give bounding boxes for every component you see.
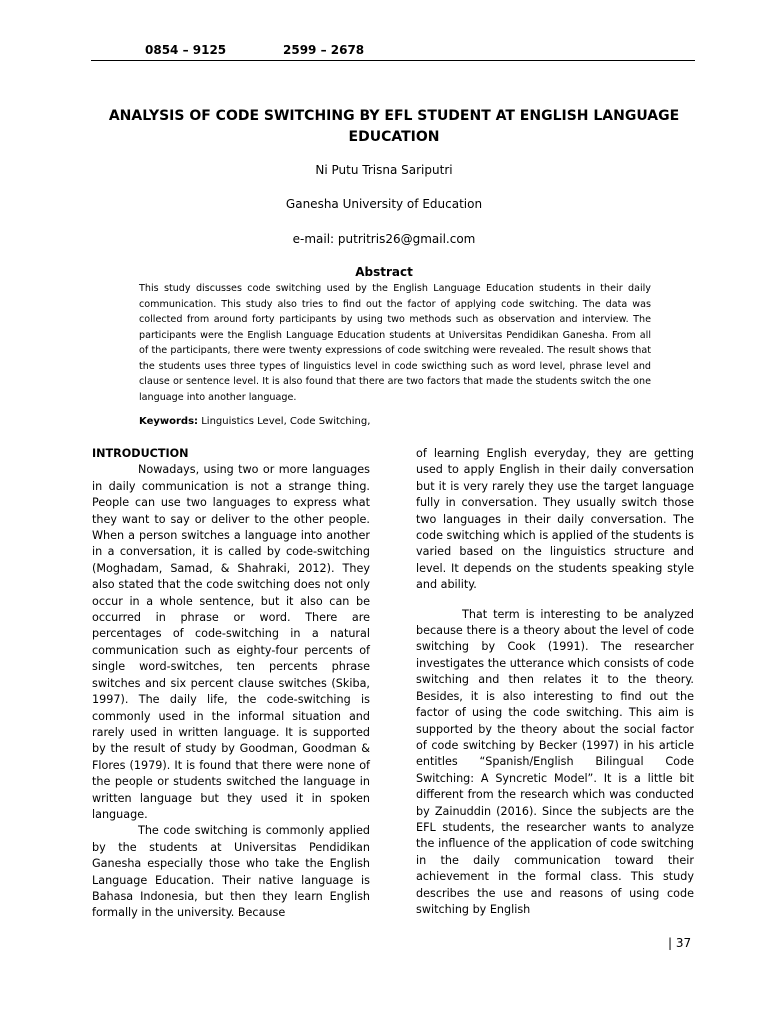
abstract-body: This study discusses code switching used by the English Language Education students in their daily communication. This study also tries to find out the factor of applying code switching. The data was collected from around forty participants by using two methods such as observation and interview. The participants were the English Language Education students at Universitas Pendidikan Ganesha. From all of the participants, there were twenty expressions of code switching were revealed. The result shows that the students uses three types of linguistics level in code swicthing such as word level, phrase level and clause or sentence level. It is also found that there are two factors that made the students switch the one language into another language. [139, 283, 651, 403]
intro-paragraph-1: Nowadays, using two or more languages in daily communication is not a strange thing. People can use two languages to express what they want to say or deliver to the other people. When a person switches a language into another in a conversation, it is called by code-switching (Moghadam, Samad, & Shahraki, 2012). They also stated that the code switching does not only occur in a whole sentence, but it also can be occurred in phrase or word. There are percentages of code-switching in a natural communication such as eighty-four percents of single word-switches, ten percents phrase switches and six percent clause switches (Skiba, 1997). The daily life, the code-switching is commonly used in the informal situation and rarely used in written language. It is supported by the result of study by Goodman, Goodman & Flores (1979). It is found that there were none of the people or students switched the language in written language but they used it in spoken language. [92, 463, 370, 821]
keywords-label: Keywords: [139, 416, 199, 427]
left-column [92, 446, 370, 922]
page-number: | 37 [668, 936, 692, 950]
keywords [139, 416, 651, 427]
author-affiliation: Ganesha University of Education [285, 197, 483, 211]
section-heading-introduction: INTRODUCTION [92, 447, 189, 460]
keywords-value: Linguistics Level, Code Switching, [201, 416, 371, 427]
abstract-heading: Abstract [355, 265, 413, 279]
author-name: Ni Putu Trisna Sariputri [315, 163, 453, 177]
intro-paragraph-2: The code switching is commonly applied by the students at Universitas Pendidikan Ganesha especially those who take the English Language Education. Their native language is Bahasa Indonesia, but then they learn English formally in the university. Because [92, 824, 370, 920]
intro-paragraph-4: That term is interesting to be analyzed because there is a theory about the level of code switching by Cook (1991). The researcher investigates the utterance which consists of code switching and then relates it to the theory. Besides, it is also interesting to find out the factor of using the code switching. This aim is supported by the theory about the social factor of code switching by Becker (1997) in his article entitles “Spanish/English Bilingual Code Switching: A Syncretic Model”. It is a little bit different from the research which was conducted by Zainuddin (2016). Since the subjects are the EFL students, the researcher wants to analyze the influence of the application of code switching in the daily communication toward their achievement in the formal class. This study describes the use and reasons of using code switching by English [416, 607, 694, 916]
right-column [416, 446, 694, 918]
paper-title: ANALYSIS OF CODE SWITCHING BY EFL STUDENT AT ENGLISH LANGUAGE EDUCATION [108, 108, 680, 145]
author-email [0, 232, 768, 246]
header-rule [91, 60, 695, 61]
intro-paragraph-3: of learning English everyday, they are getting used to apply English in their daily conversation but it is very rarely they use the target language fully in conversation. They usually switch those two languages in their daily conversation. The code switching which is applied of the students is varied based on the linguistics structure and level. It depends on the students speaking style and ability. [416, 447, 694, 592]
email-label: e-mail: [292, 232, 335, 246]
paragraph-gap [416, 594, 694, 607]
email-address: putritris26@gmail.com [337, 232, 476, 246]
issn-print: 0854 – 9125 [145, 43, 227, 57]
issn-online: 2599 – 2678 [283, 43, 365, 57]
